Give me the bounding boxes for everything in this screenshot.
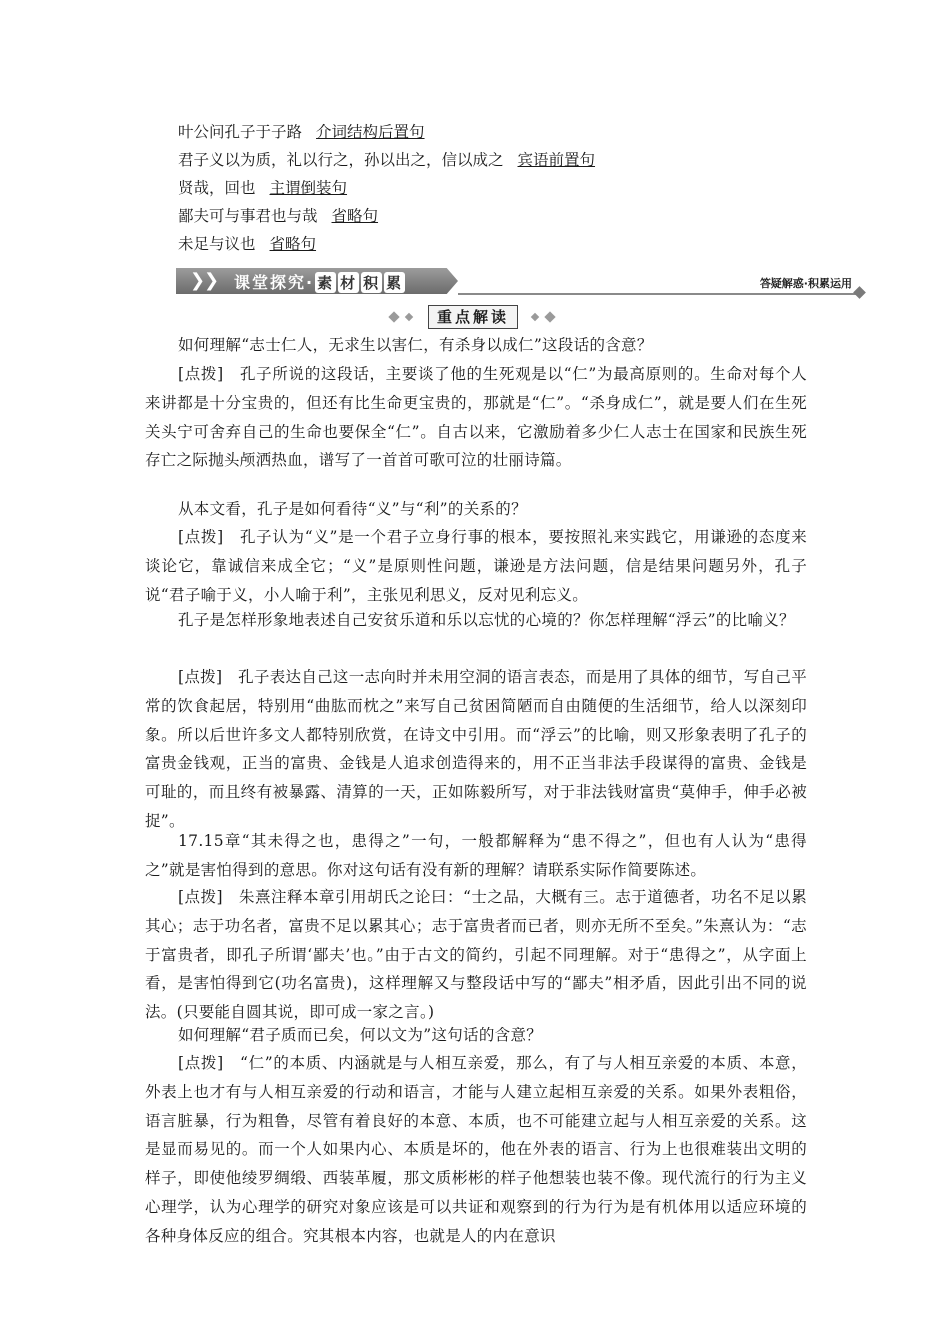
- banner-boxed-char: 累: [386, 274, 404, 292]
- example-answer: 介词结构后置句: [316, 123, 425, 141]
- question-paragraph: 17.15章“其未得之也，患得之”一句，一般都解释为“患不得之”，但也有人认为“患得之”就是害怕得到的意思。你对这句话有没有新的理解？请联系实际作简要陈述。: [145, 832, 807, 879]
- diamond-icon: [531, 313, 539, 321]
- example-sentence: 贤哉，回也: [178, 179, 256, 197]
- section-header: [384, 305, 560, 329]
- example-answer: 主谓倒装句: [269, 179, 348, 197]
- example-answer: 省略句: [269, 235, 317, 253]
- section-title: 重点解读: [428, 305, 518, 329]
- diamond-icon: [853, 286, 866, 299]
- example-sentence: 君子义以为质，礼以行之，孙以出之，信以成之: [178, 151, 504, 169]
- banner-boxed-char: 积: [363, 274, 381, 292]
- example-line: [178, 146, 595, 174]
- question-paragraph: 从本文看，孔子是如何看待“义”与“利”的关系的？: [178, 500, 527, 518]
- question-paragraph: 如何理解“君子质而已矣，何以文为”这句话的含意？: [178, 1026, 543, 1044]
- answer-paragraph: [点拨] 孔子认为“义”是一个君子立身行事的根本，要按照礼来实践它，用谦逊的态度来谈论它，靠诚信来成全它；“义”是原则性问题，谦逊是方法问题，信是结果问题另外，孔子说“君子喻于义，小人喻于利”，主张见利思义，反对见利忘义。: [145, 528, 807, 604]
- answer-paragraph: [点拨] 孔子表达自己这一志向时并未用空洞的语言表态，而是用了具体的细节，写自己平常的饮食起居，特别用“曲肱而枕之”来写自己贫困简陋而自由随便的生活细节，给人以深刻印象。所以后世许多文人都特别欣赏，在诗文中引用。而“浮云”的比喻，则又形象表明了孔子的富贵金钱观，正当的富贵、金钱是人追求创造得来的，用不正当非法手段谋得的富贵、金钱是可耻的，而且终有被暴露、清算的一天，正如陈毅所写，对于非法钱财富贵“莫伸手，伸手必被捉”。: [145, 668, 807, 830]
- section-banner: [176, 266, 866, 296]
- example-sentence: 未足与议也: [178, 235, 256, 253]
- example-answer: 省略句: [331, 207, 379, 225]
- diamond-icon: [544, 311, 555, 322]
- banner-title-text: 课堂探究·: [234, 273, 315, 292]
- answer-paragraph: [点拨] 朱熹注释本章引用胡氏之论曰：“士之品，大概有三。志于道德者，功名不足以累其心；志于功名者，富贵不足以累其心；志于富贵者而已者，则亦无所不至矣。”朱熹认为：“志于富贵者，即孔子所谓‘鄙夫’也。”由于古文的简约，引起不同理解。对于“患得之”，从字面上看，是害怕得到它(功名富贵)，这样理解又与整段话中写的“鄙夫”相矛盾，因此引出不同的说法。(只要能自圆其说，即可成一家之言。): [145, 888, 807, 1022]
- chevron-right-icon: ❯: [204, 270, 220, 291]
- answer-paragraph: [点拨] 孔子所说的这段话，主要谈了他的生死观是以“仁”为最高原则的。生命对每个人来讲都是十分宝贵的，但还有比生命更宝贵的，那就是“仁”。“杀身成仁”，就是要人们在生死关头宁可舍弃自己的生命也要保全“仁”。自古以来，它激励着多少仁人志士在国家和民族生死存亡之际抛头颅洒热血，谱写了一首首可歌可泣的壮丽诗篇。: [145, 365, 807, 470]
- example-line: [178, 174, 347, 202]
- diamond-icon: [388, 311, 399, 322]
- example-line: [178, 230, 316, 258]
- example-sentence: 鄙夫可与事君也与哉: [178, 207, 318, 225]
- question-paragraph: 如何理解“志士仁人，无求生以害仁，有杀身以成仁”这段话的含意？: [178, 336, 653, 354]
- example-line: [178, 118, 425, 146]
- question-paragraph: 孔子是怎样形象地表述自己安贫乐道和乐以忘忧的心境的？你怎样理解“浮云”的比喻义？: [178, 611, 795, 629]
- banner-subtitle: 答疑解惑·积累运用: [759, 277, 852, 290]
- diamond-icon: [405, 313, 413, 321]
- example-sentence: 叶公问孔子于子路: [178, 123, 303, 141]
- banner-rule: [458, 293, 856, 295]
- banner-boxed-char: 材: [340, 274, 358, 292]
- chevron-right-icon: ❯: [190, 270, 206, 291]
- example-answer: 宾语前置句: [517, 151, 596, 169]
- answer-paragraph: [点拨] “仁”的本质、内涵就是与人相互亲爱，那么，有了与人相互亲爱的本质、本意，外表上也才有与人相互亲爱的行动和语言，才能与人建立起相互亲爱的关系。如果外表粗俗，语言脏暴，行为粗鲁，尽管有着良好的本意、本质，也不可能建立起与人相互亲爱的关系。这是显而易见的。而一个人如果内心、本质是坏的，他在外表的语言、行为上也很难装出文明的样子，即使他绫罗绸缎、西装革履，那文质彬彬的样子他想装也装不像。现代流行的行为主义心理学，认为心理学的研究对象应该是可以共证和观察到的行为行为是有机体用以适应环境的各种身体反应的组合。究其根本内容，也就是人的内在意识: [145, 1054, 807, 1245]
- banner-boxed-char: 素: [317, 274, 335, 292]
- example-line: [178, 202, 378, 230]
- banner-title: [234, 270, 406, 293]
